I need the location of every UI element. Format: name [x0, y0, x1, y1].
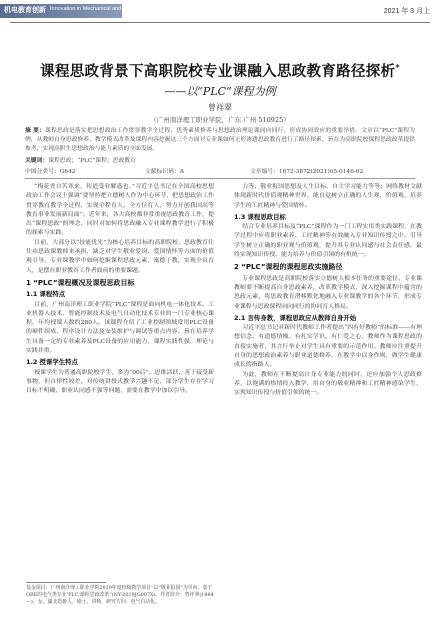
section-heading: 1.1 课程特点	[26, 290, 66, 299]
keywords-label: 关键词：	[25, 158, 49, 164]
section-heading: 1.3 课程思政目标	[234, 212, 286, 221]
body-paragraph: 力等；敬业报国思想及人生目标，自主学习能力等等；网络教材文献体现新时代价值观精神世界，能自觉树立正确的人生观、价值观，培养学生的工匠精神与爱国情怀。	[234, 184, 422, 209]
footnote-divider	[26, 582, 106, 583]
abstract-label: 摘 要：	[25, 128, 46, 134]
section-heading: 1 “PLC”课程概况及课程思政目标	[26, 278, 135, 287]
left-column	[26, 183, 214, 397]
article-number: 文章编号：1672-3872(2021)05-0146-02	[250, 169, 364, 175]
body-paragraph: 专业课程思政是高职院校落实立德树人根本任务的重要途径。专业课教师要不断提高自身思政素养，改革教学模式，深入挖掘课程中蕴含的思政元素，将思政教育潜移默化地融入专业课教学的各个环节，形成专业课程与思政课程同向同行的协同育人格局。	[234, 275, 422, 310]
section-heading: 2 “PLC”课程的课程思政实施路径	[234, 263, 343, 272]
body-paragraph: 为此，教师在不断提高自身专业能力的同时，还应加强个人思政修养，以饱满的热情投入教学，用自身的敬业精神和工匠精神感染学生，实现知识传授与价值引领的统一。	[234, 371, 422, 397]
title-footnote-mark: *	[395, 62, 400, 73]
issue-date: 2021 年 3 月上	[383, 8, 430, 15]
keywords-text: 课程思政；“PLC”课程；思政教育	[48, 158, 136, 164]
section-tag-label: 机电教育创新	[4, 6, 46, 14]
abstract	[25, 127, 415, 154]
classification-info	[25, 166, 415, 175]
header-divider	[10, 22, 430, 23]
article-title: 课程思政背景下高职院校专业课融入思政教育路径探析*	[40, 62, 400, 80]
right-column	[234, 183, 422, 399]
author-affiliation: （广州南洋理工职业学院，广东 广州 510925）	[150, 116, 290, 124]
body-paragraph: 结合专业培养目标及“PLC”课程作为一门工程实用类实践课程，在教学过程中应将职业素养、工匠精神等有效融入专业知识传授之中，引导学生树立正确的职业观与价值观，提升其专业认同感与社会责任感，最终实现知识传授、能力培养与价值引领的有机统一。	[234, 224, 422, 259]
body-paragraph: “梅花香自苦寒来，传道受业解惑也。”习近平总书记在全国高校思想政治工作会议上强调“要坚持把立德树人作为中心环节，把思想政治工作贯穿教育教学全过程，实现全程育人、全方位育人，努力开创我国高等教育事业发展新局面”。近年来，各大高校都非常重视思政教育工作，提出“课程思政”的理念，同时对如何将思政融入专业课程教学进行了积极的探索与实践。	[26, 184, 214, 237]
body-paragraph: 习近平总书记对新时代教师工作者提出“四有好教师”的标准——有理想信念、有道德情操、有扎实学识、有仁爱之心。教师作为课程思政的直接实施者，其言行举止对学生具有重要的示范作用。教师应注重提升自身的思想政治素养与职业道德修养，在教学中以身作则，做学生健康成长的指路人。	[234, 325, 422, 369]
article-subtitle: ——以“PLC”课程为例	[164, 85, 276, 98]
document-code: 文献标识码：A	[145, 169, 184, 175]
footnote: 基金项目：广州南洋理工职业学院2019年度校级教学项目“以“敬业报国”为导向，基于OBE的电气类专业‘PLC’课程思政改革”(NY-2019JG007X)。作者简介：曾祥翠(1984—)，女，湖北恩施人，硕士，讲师，研究方向：电气自动化。	[26, 585, 214, 605]
section-heading: 1.2 授课学生特点	[26, 358, 78, 367]
meta-divider	[25, 178, 415, 179]
section-heading: 2.1 言传身教，课程思政应从教师自身开始	[234, 313, 357, 322]
body-paragraph: 目前，大部分以“技能优先”为核心培养目标的高职院校，思政教育往往由思政课教师来承担，缺乏对学生敬业爱岗、爱国情怀等方面的价值观引导。专业课教学中如何挖掘课程思政元素，寓德于教，实现全员育人，是摆在职业教育工作者面前的重要课题。	[26, 239, 214, 274]
body-paragraph: 目前，广州南洋理工职业学院“PLC”课程是面向机电一体化技术、工业机器人技术、智能控制技术及电气自动化技术专业的一门专业核心课程，年均授课人数约280人。该课程介绍了工业控制领域常用PLC设备的硬件组成、程序设计方法及安装维护与调试等重点内容，旨在培养学生具备一定的专业素养及PLC设备的应用能力，课程实践性强，理论与实践并重。	[26, 301, 214, 355]
body-paragraph: 授课学生为普通高职院校学生，多为“00后”，思维活跃，善于接受新事物，但自律性较差，对传统讲授式教学兴趣不足，部分学生存在学习目标不明确、职业认同感不强等问题，需要在教学中加以引导。	[26, 369, 214, 395]
journal-name: Innovation in Mechanical and Electronic Education	[50, 6, 173, 12]
keywords	[25, 155, 415, 164]
clc-number: 中图分类号：G642	[25, 169, 76, 175]
abstract-text: 课程思政是落实把思想政治工作贯穿教学全过程、优秀素质修养与思想政治理论课同向同行、形成协同效应的重要举措。文章以“PLC”课程为例，从教师自身思政修养、教学模式改革及课程内容挖掘这三个方面对专业课如何无形渗透思政教育进行了路径探索，旨在为高职院校课程思政改革提供参考，实现高职生思想政治与能力素质的全面发展。	[25, 128, 415, 152]
author-name: 曾祥翠	[208, 103, 232, 112]
journal-header	[0, 0, 440, 22]
